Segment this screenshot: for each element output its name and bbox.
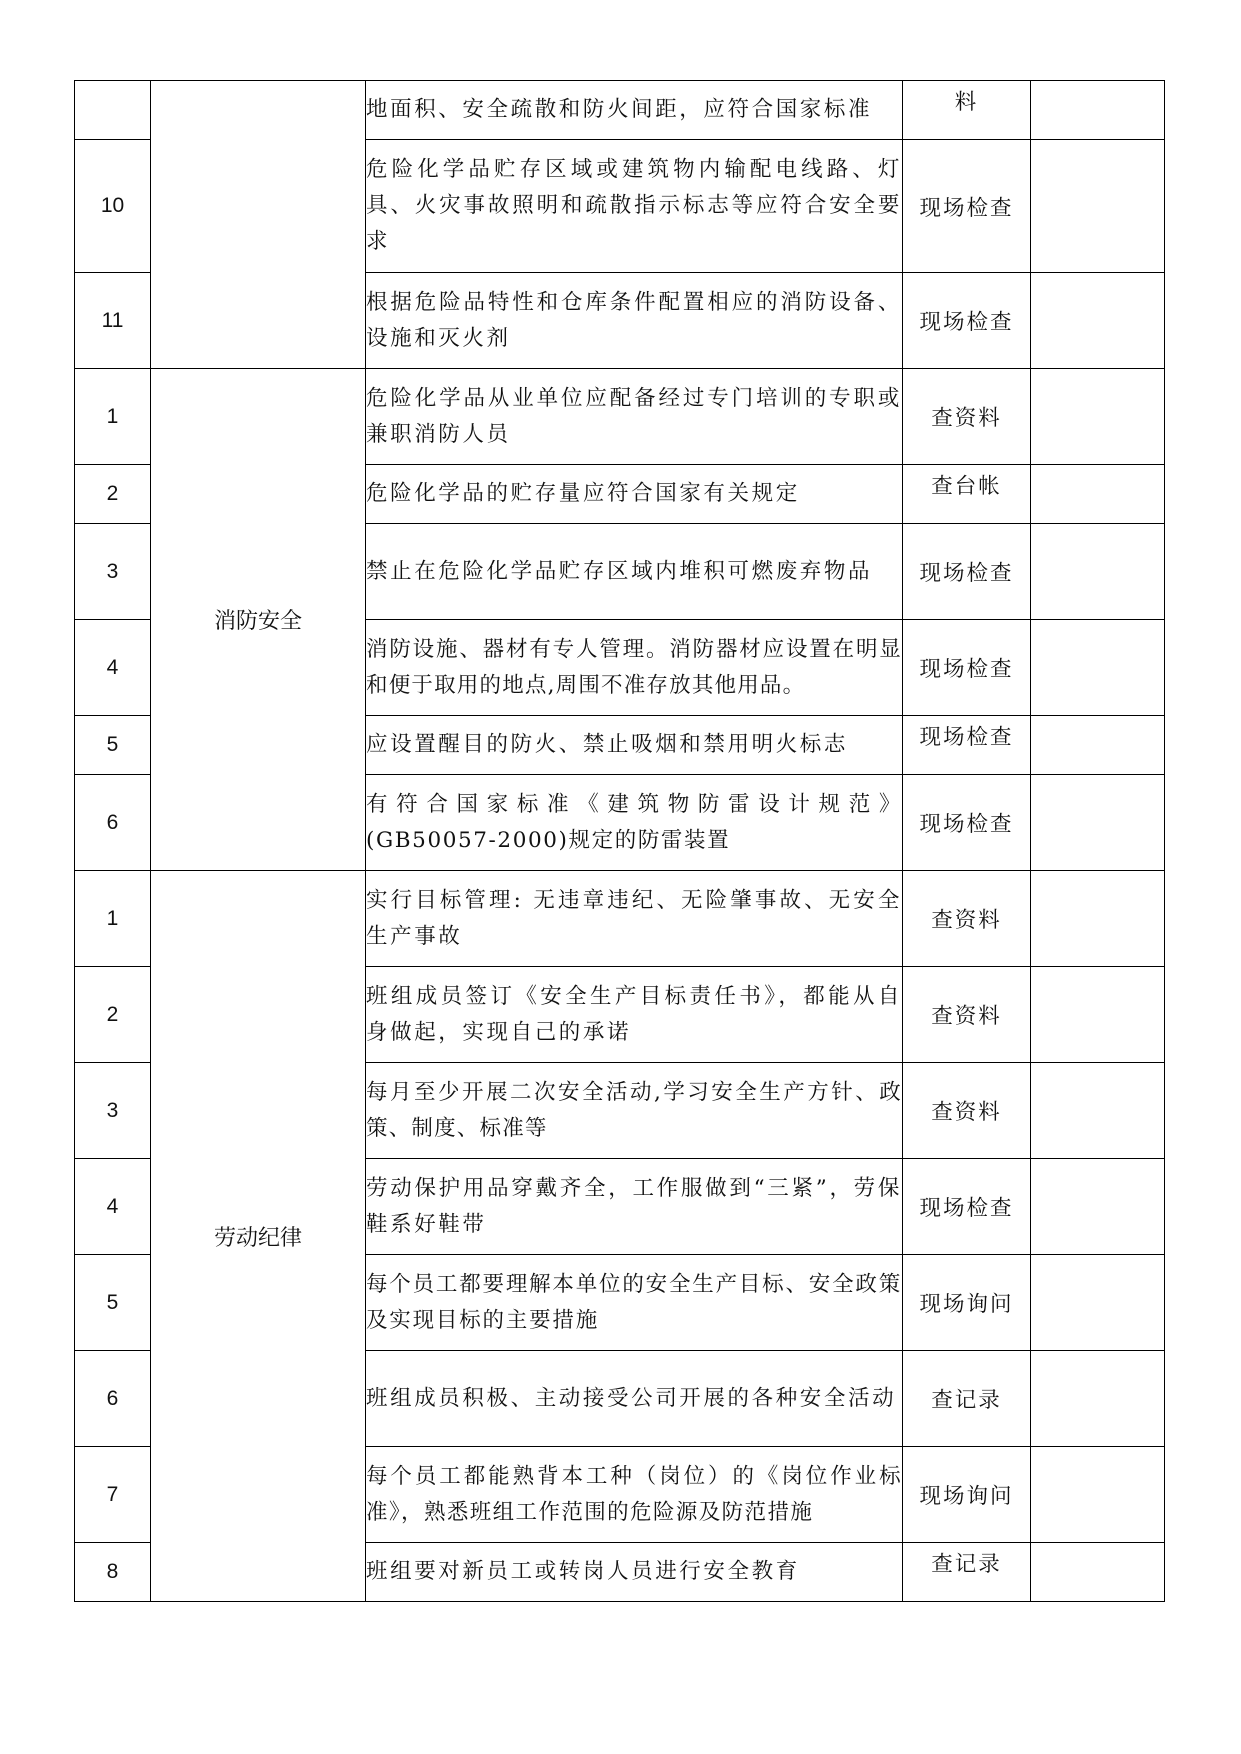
check-method: 现场检查 [903, 273, 1031, 369]
check-method: 查资料 [903, 871, 1031, 967]
check-method: 查资料 [903, 1063, 1031, 1159]
item-number: 1 [75, 871, 151, 967]
result-cell [1031, 1543, 1165, 1602]
check-method: 现场检查 [903, 620, 1031, 716]
item-number: 3 [75, 1063, 151, 1159]
result-cell [1031, 1159, 1165, 1255]
item-number: 2 [75, 967, 151, 1063]
result-cell [1031, 81, 1165, 140]
item-content: 每月至少开展二次安全活动,学习安全生产方针、政策、制度、标准等 [366, 1063, 903, 1159]
check-method: 现场检查 [903, 524, 1031, 620]
check-method: 查记录 [903, 1351, 1031, 1447]
result-cell [1031, 716, 1165, 775]
result-cell [1031, 967, 1165, 1063]
result-cell [1031, 1447, 1165, 1543]
result-cell [1031, 524, 1165, 620]
item-number [75, 81, 151, 140]
item-content: 危险化学品贮存区域或建筑物内输配电线路、灯具、火灾事故照明和疏散指示标志等应符合安全要求 [366, 140, 903, 273]
item-content: 禁止在危险化学品贮存区域内堆积可燃废弃物品 [366, 524, 903, 620]
category-fire-safety: 消防安全 [151, 369, 366, 871]
check-method: 现场检查 [903, 1159, 1031, 1255]
item-content: 班组要对新员工或转岗人员进行安全教育 [366, 1543, 903, 1602]
item-number: 4 [75, 1159, 151, 1255]
check-method: 查记录 [903, 1543, 1031, 1602]
result-cell [1031, 1063, 1165, 1159]
item-content: 危险化学品从业单位应配备经过专门培训的专职或兼职消防人员 [366, 369, 903, 465]
check-method: 现场检查 [903, 140, 1031, 273]
item-content: 每个员工都要理解本单位的安全生产目标、安全政策及实现目标的主要措施 [366, 1255, 903, 1351]
result-cell [1031, 775, 1165, 871]
check-method: 查台帐 [903, 465, 1031, 524]
item-content: 劳动保护用品穿戴齐全，工作服做到“三紧”，劳保鞋系好鞋带 [366, 1159, 903, 1255]
result-cell [1031, 871, 1165, 967]
item-number: 5 [75, 716, 151, 775]
item-content: 班组成员签订《安全生产目标责任书》，都能从自身做起，实现自己的承诺 [366, 967, 903, 1063]
check-method: 现场询问 [903, 1447, 1031, 1543]
item-number: 6 [75, 775, 151, 871]
item-number: 6 [75, 1351, 151, 1447]
table-row [75, 369, 1165, 465]
item-number: 11 [75, 273, 151, 369]
safety-checklist-table [74, 80, 1165, 1602]
check-method: 现场检查 [903, 775, 1031, 871]
item-number: 5 [75, 1255, 151, 1351]
check-method: 料 [903, 81, 1031, 140]
table-row [75, 81, 1165, 140]
item-number: 7 [75, 1447, 151, 1543]
result-cell [1031, 369, 1165, 465]
table-row [75, 871, 1165, 967]
item-content: 根据危险品特性和仓库条件配置相应的消防设备、设施和灭火剂 [366, 273, 903, 369]
item-content: 班组成员积极、主动接受公司开展的各种安全活动 [366, 1351, 903, 1447]
result-cell [1031, 1351, 1165, 1447]
check-method: 现场询问 [903, 1255, 1031, 1351]
result-cell [1031, 1255, 1165, 1351]
result-cell [1031, 465, 1165, 524]
result-cell [1031, 273, 1165, 369]
item-content: 每个员工都能熟背本工种（岗位）的《岗位作业标准》，熟悉班组工作范围的危险源及防范措施 [366, 1447, 903, 1543]
item-number: 3 [75, 524, 151, 620]
item-content: 有符合国家标准《建筑物防雷设计规范》(GB50057-2000)规定的防雷装置 [366, 775, 903, 871]
check-method: 现场检查 [903, 716, 1031, 775]
item-number: 8 [75, 1543, 151, 1602]
result-cell [1031, 140, 1165, 273]
item-number: 1 [75, 369, 151, 465]
item-number: 2 [75, 465, 151, 524]
item-content: 危险化学品的贮存量应符合国家有关规定 [366, 465, 903, 524]
item-content: 应设置醒目的防火、禁止吸烟和禁用明火标志 [366, 716, 903, 775]
result-cell [1031, 620, 1165, 716]
check-method: 查资料 [903, 369, 1031, 465]
check-method: 查资料 [903, 967, 1031, 1063]
item-content: 地面积、安全疏散和防火间距，应符合国家标准 [366, 81, 903, 140]
category-cell [151, 81, 366, 369]
item-number: 4 [75, 620, 151, 716]
item-content: 消防设施、器材有专人管理。消防器材应设置在明显和便于取用的地点,周围不准存放其他用品。 [366, 620, 903, 716]
category-labor-discipline: 劳动纪律 [151, 871, 366, 1602]
item-number: 10 [75, 140, 151, 273]
item-content: 实行目标管理: 无违章违纪、无险肇事故、无安全生产事故 [366, 871, 903, 967]
